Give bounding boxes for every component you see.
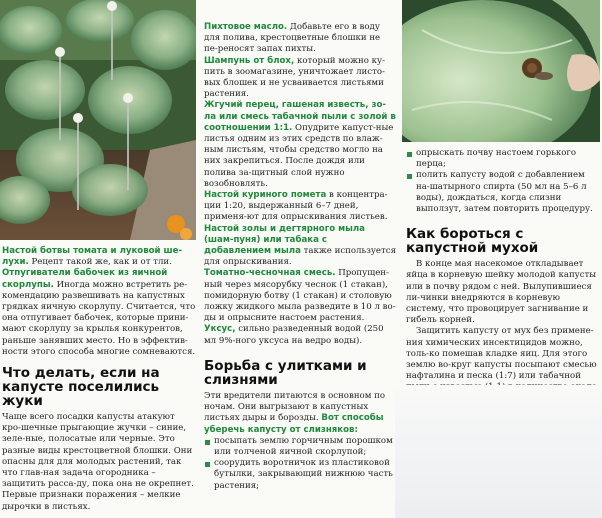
snail-cabbage-illustration — [402, 0, 600, 142]
paragraph-chicken-manure: Настой куриного помета в концентра-ции 1:20, выдержанный 6–7 дней, применя-ют для опрыскивания листьев. — [204, 190, 388, 223]
bullet-ammonia-water: полить капусту водой с добавлением на-шатырного спирта (50 мл на 5–6 л воды), дождаться, когда слизни выползут, затем повторить процедуру. — [406, 170, 600, 215]
heading-snails-slugs: Борьба с улитками и слизнями — [204, 357, 367, 388]
paragraph-pepper-lime: Жгучий перец, гашеная известь, зо-ла или смесь табачной пыли с золой в соотношении 1:1. Опудрите капуст-ные листья одним из этих средств по влаж-ным листьям, чтобы средство могло на них закрепиться. После дождя или полива за-щитный слой нужно возобновлять. — [204, 100, 396, 189]
bullet-bottle-collar: соорудить воротничок из пластиковой бутылки, закрывающий нижнюю часть растения; — [204, 458, 396, 492]
paragraph-slugs-intro: Эти вредители питаются в основном по ночам. Они выгрызают в капустных листьях дыры и борозды. Вот способы уберечь капусту от слизняков: — [204, 390, 386, 435]
paragraph-ash-soap: Настой золы и дегтярного мыла (шам-пуня) или табака с добавлением мыла также используется для опрыскивания. — [204, 223, 397, 268]
paragraph-eggshell: Отпугиватели бабочек из яичной скорлупы. Иногда можно встретить ре-комендацию развешивать на капустных грядках яичную скорлупу. Считается, что она отпугивает бабочек, которые прини-мают скорлупу за крылья конкурентов, раньше занявших место. Но в эффектив-ности этого способа многие сомневаются. — [2, 268, 196, 357]
paragraph-tops-infusion: Настой ботвы томата и луковой ше-лухи. Рецепт такой же, как и от тли. — [2, 246, 183, 268]
cabbage-bed-photo — [0, 0, 196, 240]
paragraph-fir-oil: Пихтовое масло. Добавьте его в воду для полива, крестоцветные блошки не пе-реносят запах пихты. — [204, 22, 381, 55]
paragraph-flea-shampoo: Шампунь от блох, который можно ку-пить в зоомагазине, уничтожает листо-вых блошек и не усваивается листьями растения. — [204, 55, 385, 100]
bullet-pepper-infusion: опрыскать почву настоем горького перца; — [406, 148, 600, 170]
paragraph-fly-protection: Защитить капусту от мух без примене-ния химических инсектицидов можно, толь-ко помешав кладке яиц. Для этого землю во-круг капусты посыпают смесью нафталина и песка (1:7) или табачной — [406, 326, 597, 382]
column-right — [402, 0, 600, 405]
paragraph-fly-larvae: В конце мая насекомое откладывает яйца в корневую шейку молодой капусты или в почву рядом с ней. Вылупившиеся ли-чинки внедряются в корневую систему, что провоцирует загнивание и гибель корней. — [406, 259, 597, 326]
paragraph-tomato-garlic: Томатно-чесночная смесь. Пропущен-ный через мясорубку чеснок (1 стакан), помидорную ботву (1 стакан) и столовую ложку жидкого мыла разведите в 10 л во-ды и опрысните настоем растения. — [204, 268, 396, 324]
heading-cabbage-fly: Как бороться с капустной мухой — [406, 226, 539, 257]
bullet-mustard-powder: посыпать землю горчичным порошком или толченой яичной скорлупой; — [204, 436, 396, 458]
cabbage-bed-illustration — [0, 0, 196, 240]
column-middle — [204, 0, 396, 492]
snail-on-cabbage-photo — [402, 0, 600, 142]
column-left — [0, 0, 196, 513]
paragraph-flea-beetles: Чаще всего посадки капусты атакуют кро-шечные прыгающие жучки – синие, зеле-ные, полосатые или черные. Это разные виды крестоцветной блошки. Они опасны для для молодых растений, так что глав-ная задача огородника – защитить расса-ду, пока она не окрепнет. Первые признаки поражения – мелкие дырочки в листьях. — [2, 412, 194, 512]
paragraph-vinegar: Уксус, сильно разведенный водой (250 мл 9%-ного уксуса на ведро воды). — [204, 324, 384, 346]
bottom-right-fade — [395, 385, 602, 518]
heading-beetles: Что делать, если на капусте поселились жуки — [2, 365, 160, 410]
